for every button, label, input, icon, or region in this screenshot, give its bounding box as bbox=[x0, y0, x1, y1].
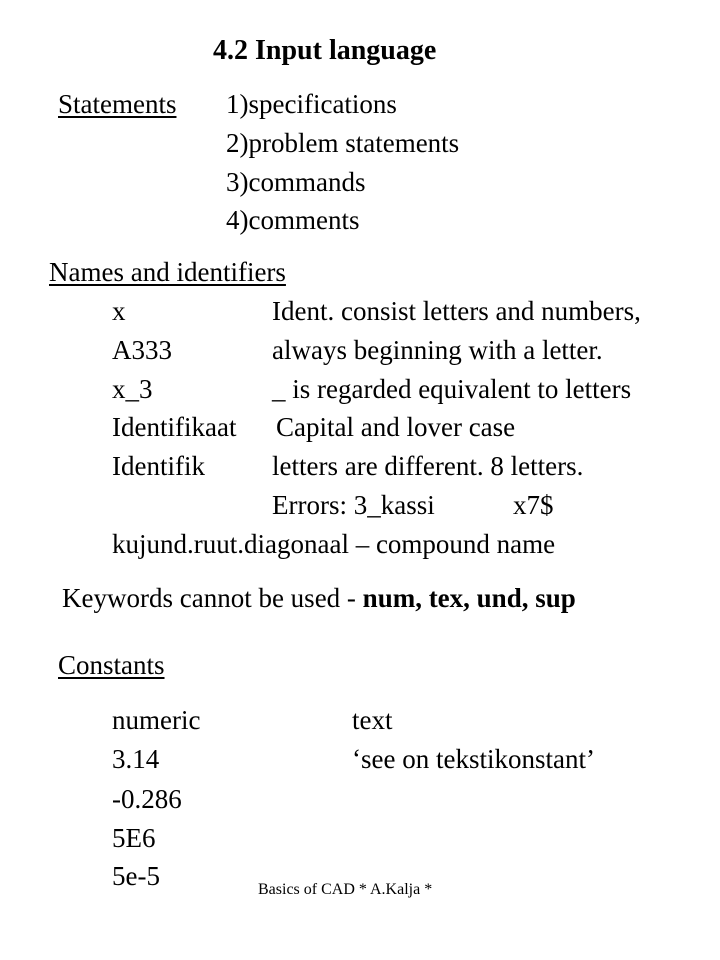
identifier-example: x bbox=[112, 296, 126, 326]
compound-name: kujund.ruut.diagonaal – compound name bbox=[112, 529, 556, 559]
keywords-note bbox=[62, 585, 576, 612]
constants-heading: Constants bbox=[58, 650, 165, 680]
keywords-prefix: Keywords cannot be used - bbox=[62, 583, 363, 613]
statement-item: 2)problem statements bbox=[226, 128, 460, 158]
numeric-constant: -0.286 bbox=[112, 784, 182, 814]
footer: Basics of CAD * A.Kalja * bbox=[258, 881, 433, 898]
identifier-rule: _ is regarded equivalent to letters bbox=[272, 374, 632, 404]
keywords-list: num, tex, und, sup bbox=[362, 583, 576, 613]
text-constant: ‘see on tekstikonstant’ bbox=[352, 744, 595, 774]
identifier-example: x_3 bbox=[112, 374, 153, 404]
statements-heading: Statements bbox=[58, 89, 177, 119]
identifier-rule: always beginning with a letter. bbox=[272, 335, 603, 365]
numeric-constant: 3.14 bbox=[112, 744, 160, 774]
errors-label: Errors: 3_kassi bbox=[272, 490, 435, 520]
text-header: text bbox=[352, 705, 393, 735]
statement-item: 3)commands bbox=[226, 167, 366, 197]
identifier-rule: Capital and lover case bbox=[276, 412, 516, 442]
errors-example: x7$ bbox=[513, 490, 554, 520]
names-heading: Names and identifiers bbox=[49, 257, 286, 287]
identifier-example: A333 bbox=[112, 335, 172, 365]
identifier-rule: Ident. consist letters and numbers, bbox=[272, 296, 641, 326]
numeric-constant: 5e-5 bbox=[112, 861, 160, 891]
numeric-constant: 5E6 bbox=[112, 823, 156, 853]
identifier-rule: letters are different. 8 letters. bbox=[272, 451, 584, 481]
statement-item: 4)comments bbox=[226, 205, 360, 235]
numeric-header: numeric bbox=[112, 705, 201, 735]
identifier-example: Identifik bbox=[112, 451, 205, 481]
page-title: 4.2 Input language bbox=[213, 35, 437, 66]
statement-item: 1)specifications bbox=[226, 89, 397, 119]
identifier-example: Identifikaat bbox=[112, 412, 237, 442]
